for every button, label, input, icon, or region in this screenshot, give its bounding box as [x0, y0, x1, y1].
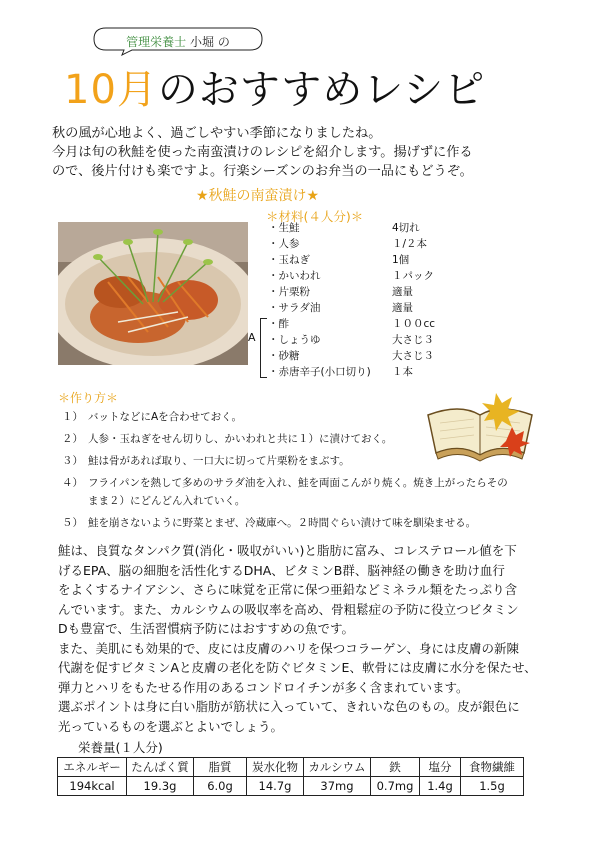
table-header-row: [58, 758, 524, 777]
table-header-cell: カルシウム: [304, 758, 371, 777]
body-line: 光っているものを選ぶとよいでしょう。: [58, 718, 284, 734]
ingredient-row: [262, 269, 492, 284]
ingredient-name: ・かいわれ: [268, 270, 321, 282]
ingredients-heading: ＊材料(４人分)＊: [266, 209, 364, 224]
step-text: フライパンを熱して多めのサラダ油を入れ、鮭を両面こんがり焼く。焼き上がったらその: [88, 477, 508, 489]
body-line: げるEPA、脳の細胞を活性化するDHA、ビタミンB群、脳神経の働きを助け血行: [58, 562, 505, 578]
title-month: 10月: [64, 67, 158, 113]
table-cell: 14.7g: [247, 777, 304, 796]
step-text: まま２）にどんどん入れていく。: [88, 495, 246, 507]
ingredient-name: ・砂糖: [268, 350, 300, 362]
nutrition-heading: 栄養量(１人分): [78, 740, 163, 755]
body-line: 代謝を促すビタミンAと皮膚の老化を防ぐビタミンE、軟骨には皮膚に水分を保たせ、: [58, 660, 537, 675]
ingredient-row: [262, 221, 492, 236]
ingredient-row: [262, 317, 492, 332]
ingredient-qty: １/２本: [392, 238, 428, 250]
step-number: １）: [62, 411, 83, 423]
step-number: ３）: [62, 455, 83, 467]
table-header-cell: 食物繊維: [461, 758, 524, 777]
ingredient-name: ・赤唐辛子(小口切り): [268, 366, 371, 378]
ingredient-name: ・生鮭: [268, 222, 300, 234]
intro-line: 今月は旬の秋鮭を使った南蛮漬けのレシピを紹介します。揚げずに作る: [52, 145, 473, 160]
author-badge: [92, 26, 264, 54]
nutrition-table: [57, 757, 524, 796]
ingredient-qty: 1個: [392, 254, 410, 266]
salmon-nanban-photo: [58, 222, 248, 365]
body-line: んでいます。また、カルシウムの吸収率を高め、骨粗鬆症の予防に役立つビタミン: [58, 601, 519, 617]
ingredient-row: [262, 301, 492, 316]
ingredient-row: [262, 237, 492, 252]
step-text: 鮭を崩さないように野菜とまぜ、冷蔵庫へ。２時間ぐらい漬けて味を馴染ませる。: [88, 517, 477, 529]
ingredient-row: [262, 253, 492, 268]
ingredient-row: [262, 285, 492, 300]
steps-heading: ＊作り方＊: [58, 391, 119, 405]
table-header-cell: エネルギー: [58, 758, 127, 777]
ingredient-name: ・酢: [268, 318, 289, 330]
ingredient-name: ・人参: [268, 238, 300, 250]
table-header-cell: 鉄: [371, 758, 420, 777]
ingredient-qty: １００cc: [392, 318, 436, 330]
body-text: [58, 541, 548, 736]
body-line: 鮭は、良質なタンパク質(消化・吸収がいい)と脂肪に富み、コレステロール値を下: [58, 543, 517, 558]
recipe-photo: [58, 222, 248, 365]
table-row: [58, 777, 524, 796]
table-cell: 6.0g: [194, 777, 247, 796]
ingredient-row: [262, 333, 492, 348]
table-cell: 1.5g: [461, 777, 524, 796]
body-line: Dも豊富で、生活習慣病予防にはおすすめの魚です。: [58, 621, 355, 636]
body-line: また、美肌にも効果的で、皮には皮膚のハリを保つコラーゲン、身には皮膚の新陳: [58, 640, 520, 656]
body-line: 弾力とハリをもたせる作用のあるコンドロイチンが多く含まれています。: [58, 679, 469, 695]
intro-line: 秋の風が心地よく、過ごしやすい季節になりましたね。: [52, 126, 382, 141]
ingredient-row: [262, 365, 492, 380]
author-name: 小堀 の: [190, 35, 230, 49]
group-label: A: [248, 331, 256, 344]
step-text: 人参・玉ねぎをせん切りし、かいわれと共に１）に漬けておく。: [88, 433, 393, 445]
recipe-title: ★秋鮭の南蛮漬け★: [196, 188, 320, 204]
ingredient-qty: 大さじ３: [392, 334, 434, 346]
body-line: 選ぶポイントは身に白い脂肪が筋状に入っていて、きれいな色のもの。皮が銀色に: [58, 699, 520, 714]
ingredient-qty: 適量: [392, 302, 413, 314]
ingredient-qty: １本: [392, 366, 413, 378]
ingredient-qty: 大さじ３: [392, 350, 434, 362]
body-line: をよくするナイアシン、さらに味覚を正常に保つ亜鉛などミネラル類をたっぷり含: [58, 582, 518, 597]
ingredient-row: [262, 349, 492, 364]
table-header-cell: 塩分: [420, 758, 461, 777]
page-title: [64, 58, 485, 115]
table-header-cell: たんぱく質: [127, 758, 194, 777]
ingredient-qty: 4切れ: [392, 222, 420, 234]
table-cell: 0.7mg: [371, 777, 420, 796]
step-text: バットなどにAを合わせておく。: [88, 411, 242, 423]
author-role: 管理栄養士: [126, 35, 187, 49]
ingredient-qty: 適量: [392, 286, 413, 298]
step-number: ４）: [62, 477, 83, 489]
open-book-autumn-leaves-icon: [420, 385, 540, 465]
step-number: ２）: [62, 433, 83, 445]
table-cell: 1.4g: [420, 777, 461, 796]
table-header-cell: 脂質: [194, 758, 247, 777]
table-cell: 37mg: [304, 777, 371, 796]
table-header-cell: 炭水化物: [247, 758, 304, 777]
title-rest: のおすすめレシピ: [157, 67, 486, 113]
ingredient-qty: １パック: [392, 270, 434, 282]
ingredient-name: ・片栗粉: [268, 286, 310, 298]
step-number: ５）: [62, 517, 83, 529]
step-text: 鮭は骨があれば取り、一口大に切って片栗粉をまぶす。: [88, 455, 350, 467]
group-bracket: [260, 318, 267, 378]
intro-line: ので、後片付けも楽ですよ。行楽シーズンのお弁当の一品にもどうぞ。: [52, 164, 473, 179]
ingredient-name: ・玉ねぎ: [268, 254, 310, 266]
table-cell: 19.3g: [127, 777, 194, 796]
book-decoration: [420, 385, 540, 465]
table-cell: 194kcal: [58, 777, 127, 796]
ingredient-name: ・しょうゆ: [268, 334, 321, 346]
ingredient-name: ・サラダ油: [268, 302, 321, 314]
intro-text: [52, 124, 552, 181]
